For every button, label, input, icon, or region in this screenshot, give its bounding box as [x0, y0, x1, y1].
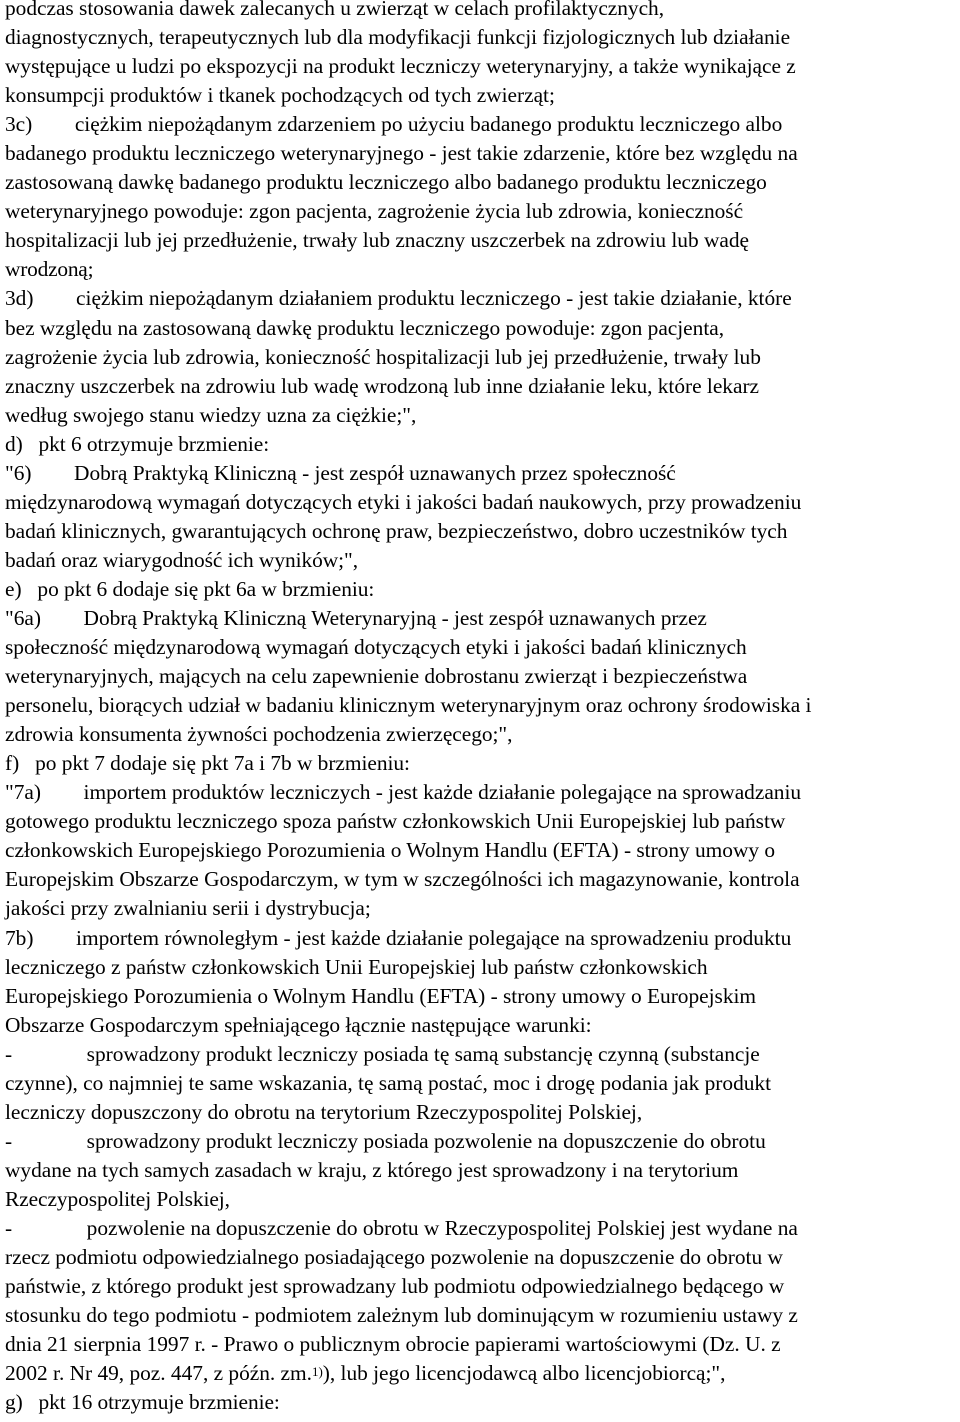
text-line: leczniczy dopuszczony do obrotu na terytorium Rzeczypospolitej Polskiej, [5, 1099, 643, 1124]
text-line: "6a) Dobrą Praktyką Kliniczną Weterynaryjną - jest zespół uznawanych przez [5, 605, 707, 630]
text-line: Europejskiego Porozumienia o Wolnym Handlu (EFTA) - strony umowy o Europejskim [5, 983, 757, 1008]
text-line: - sprowadzony produkt leczniczy posiada tę samą substancję czynną (substancje [5, 1041, 760, 1066]
text-line: zdrowia konsumenta żywności pochodzenia zwierzęcego;", [5, 722, 513, 747]
text-line-with-footnote [5, 1359, 957, 1388]
text-line: społeczność międzynarodową wymagań dotyczących etyki i jakości badań klinicznych [5, 635, 747, 660]
footnote-marker[interactable]: 1) [311, 1364, 323, 1380]
text-line: - pozwolenie na dopuszczenie do obrotu w Rzeczypospolitej Polskiej jest wydane na [5, 1215, 798, 1240]
text-line: "7a) importem produktów leczniczych - jest każde działanie polegające na sprowadzaniu [5, 780, 802, 805]
text-line: weterynaryjnych, mających na celu zapewnienie dobrostanu zwierząt i bezpieczeństwa [5, 664, 748, 689]
text-line: gotowego produktu leczniczego spoza państw członkowskich Unii Europejskiej lub państw [5, 809, 786, 834]
text-line: jakości przy zwalnianiu serii i dystrybucja; [5, 896, 371, 921]
text-segment: ), lub jego licencjodawcą albo licencjobiorcą;", [322, 1361, 726, 1386]
text-line: wrodzoną; [5, 257, 94, 282]
text-line: "6) Dobrą Praktyką Kliniczną - jest zespół uznawanych przez społeczność [5, 460, 676, 485]
text-line: diagnostycznych, terapeutycznych lub dla modyfikacji funkcji fizjologicznych lub działanie [5, 25, 791, 50]
text-line: zagrożenie życia lub zdrowia, konieczność hospitalizacji lub jej przedłużenie, trwały lub [5, 344, 761, 369]
text-line: międzynarodową wymagań dotyczących etyki i jakości badań naukowych, przy prowadzeniu [5, 489, 802, 514]
text-line: dnia 21 sierpnia 1997 r. - Prawo o publicznym obrocie papierami wartościowymi (Dz. U. z [5, 1332, 781, 1357]
text-line: znaczny uszczerbek na zdrowiu lub wadę wrodzoną lub inne działanie leku, które lekarz [5, 373, 760, 398]
text-segment: 2002 r. Nr 49, poz. 447, z późn. zm. [5, 1361, 312, 1386]
document-body [5, 0, 957, 1417]
text-line: Rzeczypospolitej Polskiej, [5, 1186, 230, 1211]
text-line: g) pkt 16 otrzymuje brzmienie: [5, 1390, 280, 1415]
text-line: członkowskich Europejskiego Porozumienia o Wolnym Handlu (EFTA) - strony umowy o [5, 838, 776, 863]
text-line: weterynaryjnego powoduje: zgon pacjenta, zagrożenie życia lub zdrowia, konieczność [5, 199, 744, 224]
text-line: f) po pkt 7 dodaje się pkt 7a i 7b w brzmieniu: [5, 751, 410, 776]
text-line: rzecz podmiotu odpowiedzialnego posiadającego pozwolenie na dopuszczenie do obrotu w [5, 1245, 783, 1270]
text-line: wydane na tych samych zasadach w kraju, z którego jest sprowadzony i na terytorium [5, 1157, 739, 1182]
text-line: czynne), co najmniej te same wskazania, tę samą postać, moc i drogę podania jak produkt [5, 1070, 772, 1095]
text-line: - sprowadzony produkt leczniczy posiada pozwolenie na dopuszczenie do obrotu [5, 1128, 766, 1153]
text-line: podczas stosowania dawek zalecanych u zwierząt w celach profilaktycznych, [5, 0, 665, 20]
text-line: d) pkt 6 otrzymuje brzmienie: [5, 431, 270, 456]
text-line: badanego produktu leczniczego weterynaryjnego - jest takie zdarzenie, które bez względu na [5, 141, 798, 166]
text-line: zastosowaną dawkę badanego produktu leczniczego albo badanego produktu leczniczego [5, 170, 767, 195]
text-line: e) po pkt 6 dodaje się pkt 6a w brzmieniu: [5, 576, 375, 601]
text-line: Obszarze Gospodarczym spełniającego łącznie następujące warunki: [5, 1012, 592, 1037]
text-line: państwie, z którego produkt jest sprowadzany lub podmiotu odpowiedzialnego będącego w [5, 1274, 785, 1299]
text-line: 7b) importem równoległym - jest każde działanie polegające na sprowadzeniu produktu [5, 925, 792, 950]
text-line: personelu, biorących udział w badaniu klinicznym weterynaryjnym oraz ochrony środowiska i [5, 693, 812, 718]
text-line: występujące u ludzi po ekspozycji na produkt leczniczy weterynaryjny, a także wynikające z [5, 54, 796, 79]
text-line: konsumpcji produktów i tkanek pochodzących od tych zwierząt; [5, 83, 555, 108]
text-line: według swojego stanu wiedzy uzna za ciężkie;", [5, 402, 417, 427]
text-line: 3c) ciężkim niepożądanym zdarzeniem po użyciu badanego produktu leczniczego albo [5, 112, 783, 137]
text-line: bez względu na zastosowaną dawkę produktu leczniczego powoduje: zgon pacjenta, [5, 315, 725, 340]
text-line: badań oraz wiarygodność ich wyników;", [5, 547, 359, 572]
text-line: badań klinicznych, gwarantujących ochronę praw, bezpieczeństwo, dobro uczestników tych [5, 518, 788, 543]
text-line: leczniczego z państw członkowskich Unii Europejskiej lub państw członkowskich [5, 954, 708, 979]
text-line: hospitalizacji lub jej przedłużenie, trwały lub znaczny uszczerbek na zdrowiu lub wadę [5, 228, 750, 253]
text-line: 3d) ciężkim niepożądanym działaniem produktu leczniczego - jest takie działanie, które [5, 286, 792, 311]
text-line: Europejskim Obszarze Gospodarczym, w tym w szczególności ich magazynowanie, kontrola [5, 867, 800, 892]
text-line: stosunku do tego podmiotu - podmiotem zależnym lub dominującym w rozumieniu ustawy z [5, 1303, 798, 1328]
